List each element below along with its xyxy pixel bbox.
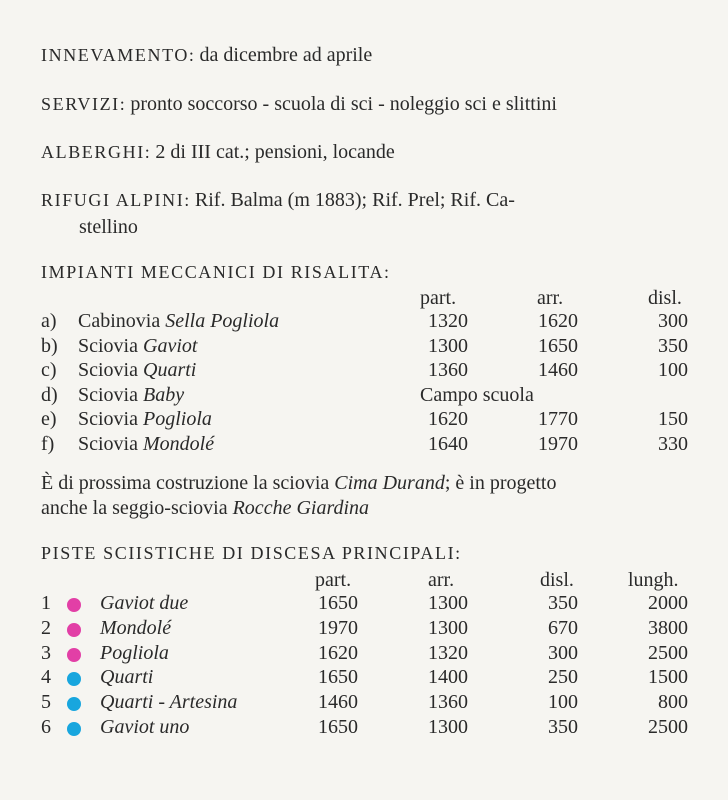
rifugi-line	[41, 189, 515, 212]
piste-header-lungh: lungh.	[628, 569, 679, 591]
piste-row-name: Mondolé	[100, 617, 172, 639]
piste-row-name: Pogliola	[100, 642, 169, 664]
impianti-row-disl: 150	[658, 408, 688, 430]
piste-row-part: 1460	[318, 691, 358, 713]
piste-row-number: 3	[41, 642, 51, 664]
impianti-row-letter: f)	[41, 433, 55, 455]
note-l2-b: Rocche Giardina	[232, 497, 370, 519]
difficulty-dot-icon	[67, 672, 81, 686]
impianti-row-type: Sciovia	[78, 408, 138, 430]
impianti-row-part: 1300	[428, 335, 468, 357]
rifugi-text-line1: Rif. Balma (m 1883); Rif. Prel; Rif. Ca-	[194, 189, 515, 211]
piste-row-lungh: 2000	[648, 592, 688, 614]
impianti-header-disl: disl.	[648, 287, 682, 309]
piste-row-disl: 300	[548, 642, 578, 664]
impianti-row-part: 1320	[428, 310, 468, 332]
piste-row-arr: 1360	[428, 691, 468, 713]
piste-row-part: 1650	[318, 592, 358, 614]
piste-row-number: 2	[41, 617, 51, 639]
piste-row-number: 6	[41, 716, 51, 738]
impianti-row-letter: a)	[41, 310, 57, 332]
piste-row-name: Quarti	[100, 666, 154, 688]
piste-row-disl: 100	[548, 691, 578, 713]
impianti-row-type: Sciovia	[78, 359, 138, 381]
impianti-header-part: part.	[420, 287, 457, 309]
piste-row-part: 1650	[318, 716, 358, 738]
difficulty-dot-icon	[67, 648, 81, 662]
note-line2	[41, 497, 369, 520]
difficulty-dot-icon	[67, 623, 81, 637]
piste-row-lungh: 2500	[648, 716, 688, 738]
impianti-row-lift	[78, 335, 197, 358]
rifugi-text-line2: stellino	[79, 216, 138, 238]
impianti-row-lift	[78, 359, 196, 382]
difficulty-dot-icon	[67, 598, 81, 612]
piste-row-part: 1620	[318, 642, 358, 664]
piste-row-number: 1	[41, 592, 51, 614]
piste-row-name: Gaviot due	[100, 592, 189, 614]
piste-row-lungh: 3800	[648, 617, 688, 639]
impianti-row-arr: 1620	[538, 310, 578, 332]
piste-header-arr: arr.	[428, 569, 455, 591]
impianti-row-name: Mondolé	[143, 433, 215, 455]
impianti-row-arr: 1460	[538, 359, 578, 381]
piste-row-name: Gaviot uno	[100, 716, 190, 738]
piste-row-number: 4	[41, 666, 51, 688]
innevamento-text: da dicembre ad aprile	[199, 44, 373, 66]
note-l1-c: ; è in progetto	[444, 472, 557, 494]
impianti-row-name: Sella Pogliola	[165, 310, 280, 332]
rifugi-label: RIFUGI ALPINI:	[41, 190, 191, 210]
note-l2-a: anche la seggio-sciovia	[41, 497, 233, 519]
impianti-row-disl: 300	[658, 310, 688, 332]
impianti-row-type: Sciovia	[78, 384, 138, 406]
piste-row-arr: 1320	[428, 642, 468, 664]
impianti-row-letter: c)	[41, 359, 57, 381]
piste-title: PISTE SCIISTICHE DI DISCESA PRINCIPALI:	[41, 543, 462, 563]
difficulty-dot-icon	[67, 722, 81, 736]
impianti-row-type: Cabinovia	[78, 310, 161, 332]
impianti-row-arr: 1970	[538, 433, 578, 455]
impianti-row-part: 1360	[428, 359, 468, 381]
impianti-row-name: Quarti	[143, 359, 197, 381]
piste-row-disl: 670	[548, 617, 578, 639]
impianti-row-name: Baby	[143, 384, 185, 406]
piste-row-arr: 1300	[428, 592, 468, 614]
impianti-row-disl: 100	[658, 359, 688, 381]
impianti-row-name: Pogliola	[143, 408, 212, 430]
piste-row-lungh: 2500	[648, 642, 688, 664]
piste-row-arr: 1300	[428, 716, 468, 738]
innevamento-label: INNEVAMENTO:	[41, 45, 196, 65]
impianti-row-disl: 350	[658, 335, 688, 357]
impianti-row-letter: d)	[41, 384, 58, 406]
alberghi-line	[41, 141, 395, 164]
note-l1-a: È di prossima costruzione la sciovia	[41, 472, 335, 494]
impianti-title: IMPIANTI MECCANICI DI RISALITA:	[41, 262, 391, 282]
impianti-row-part: 1620	[428, 408, 468, 430]
piste-row-number: 5	[41, 691, 51, 713]
servizi-text: pronto soccorso - scuola di sci - noleggio sci e slittini	[130, 93, 557, 115]
impianti-row-type: Sciovia	[78, 335, 138, 357]
impianti-row-type: Sciovia	[78, 433, 138, 455]
impianti-row-arr: 1770	[538, 408, 578, 430]
impianti-row-campo: Campo scuola	[420, 384, 534, 406]
impianti-row-arr: 1650	[538, 335, 578, 357]
alberghi-text: 2 di III cat.; pensioni, locande	[155, 141, 395, 163]
piste-row-lungh: 1500	[648, 666, 688, 688]
piste-row-part: 1970	[318, 617, 358, 639]
impianti-row-lift	[78, 310, 279, 333]
piste-row-arr: 1400	[428, 666, 468, 688]
impianti-row-lift	[78, 408, 212, 431]
note-l1-b: Cima Durand	[334, 472, 445, 494]
piste-row-name: Quarti - Artesina	[100, 691, 238, 713]
piste-row-lungh: 800	[658, 691, 688, 713]
impianti-header-arr: arr.	[537, 287, 564, 309]
impianti-row-letter: e)	[41, 408, 57, 430]
piste-header-disl: disl.	[540, 569, 574, 591]
servizi-line	[41, 93, 557, 116]
innevamento-line	[41, 44, 372, 67]
piste-row-disl: 350	[548, 592, 578, 614]
piste-row-part: 1650	[318, 666, 358, 688]
piste-row-arr: 1300	[428, 617, 468, 639]
alberghi-label: ALBERGHI:	[41, 142, 152, 162]
impianti-row-disl: 330	[658, 433, 688, 455]
difficulty-dot-icon	[67, 697, 81, 711]
impianti-row-letter: b)	[41, 335, 58, 357]
impianti-row-lift	[78, 384, 184, 407]
note-line1	[41, 472, 556, 495]
impianti-row-name: Gaviot	[143, 335, 198, 357]
servizi-label: SERVIZI:	[41, 94, 127, 114]
piste-row-disl: 250	[548, 666, 578, 688]
piste-header-part: part.	[315, 569, 352, 591]
impianti-row-part: 1640	[428, 433, 468, 455]
piste-row-disl: 350	[548, 716, 578, 738]
impianti-row-lift	[78, 433, 214, 456]
